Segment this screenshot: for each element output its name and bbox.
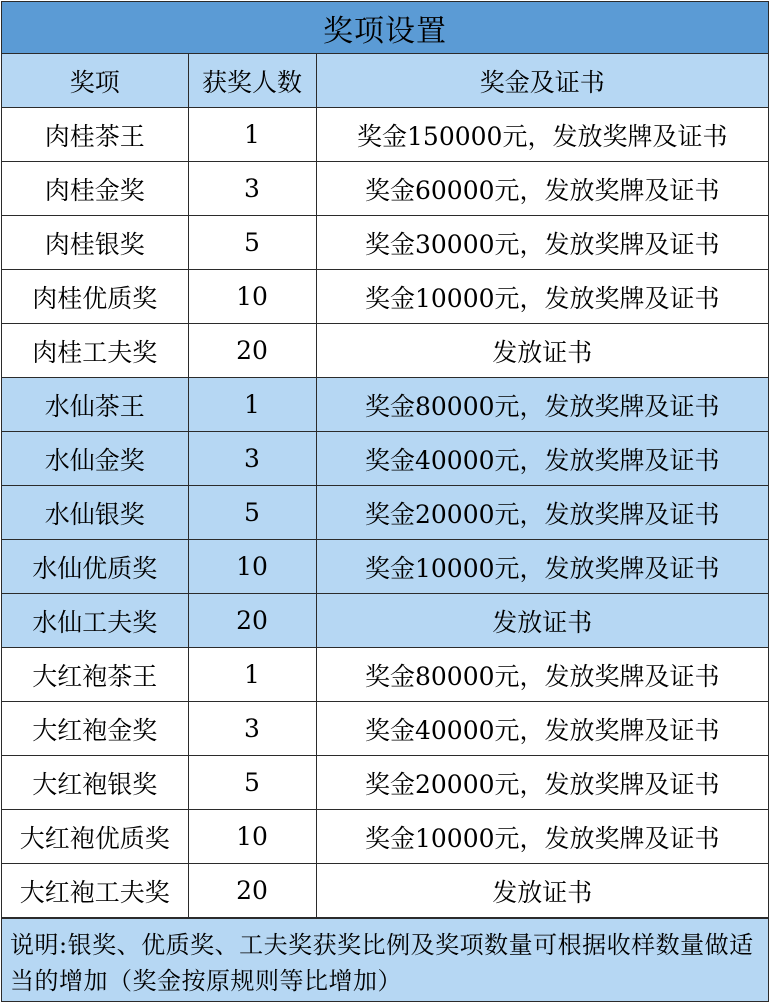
count-cell: 5 — [188, 486, 316, 540]
count-cell: 3 — [188, 432, 316, 486]
count-cell: 10 — [188, 540, 316, 594]
table-row — [2, 324, 768, 378]
table-row — [2, 648, 768, 702]
count-cell: 10 — [188, 270, 316, 324]
header-award: 奖项 — [2, 54, 188, 108]
prize-cell: 奖金80000元，发放奖牌及证书 — [316, 378, 768, 432]
sheet-title: 奖项设置 — [2, 2, 768, 54]
award-cell: 大红袍金奖 — [2, 702, 188, 756]
table-row — [2, 810, 768, 864]
table-row — [2, 540, 768, 594]
prize-cell: 发放证书 — [316, 864, 768, 918]
count-cell: 10 — [188, 810, 316, 864]
award-cell: 肉桂优质奖 — [2, 270, 188, 324]
table-row — [2, 108, 768, 162]
count-cell: 5 — [188, 756, 316, 810]
prize-cell: 奖金40000元，发放奖牌及证书 — [316, 702, 768, 756]
table-row — [2, 702, 768, 756]
award-cell: 大红袍工夫奖 — [2, 864, 188, 918]
table-row — [2, 486, 768, 540]
prize-cell: 奖金20000元，发放奖牌及证书 — [316, 756, 768, 810]
count-cell: 5 — [188, 216, 316, 270]
prize-cell: 奖金80000元，发放奖牌及证书 — [316, 648, 768, 702]
table-row — [2, 594, 768, 648]
count-cell: 20 — [188, 594, 316, 648]
table-row — [2, 378, 768, 432]
award-cell: 水仙金奖 — [2, 432, 188, 486]
award-cell: 肉桂茶王 — [2, 108, 188, 162]
award-cell: 肉桂金奖 — [2, 162, 188, 216]
count-cell: 3 — [188, 162, 316, 216]
award-cell: 水仙茶王 — [2, 378, 188, 432]
note-text: 说明:银奖、优质奖、工夫奖获奖比例及奖项数量可根据收样数量做适当的增加（奖金按原规则等比增加） — [2, 918, 768, 1001]
table-row — [2, 270, 768, 324]
header-count: 获奖人数 — [188, 54, 316, 108]
award-settings-sheet — [1, 1, 769, 1002]
prize-cell: 奖金20000元，发放奖牌及证书 — [316, 486, 768, 540]
prize-cell: 奖金10000元，发放奖牌及证书 — [316, 540, 768, 594]
header-prize: 奖金及证书 — [316, 54, 768, 108]
award-cell: 水仙银奖 — [2, 486, 188, 540]
award-cell: 大红袍茶王 — [2, 648, 188, 702]
prize-cell: 发放证书 — [316, 594, 768, 648]
prize-cell: 奖金60000元，发放奖牌及证书 — [316, 162, 768, 216]
header-row — [2, 54, 768, 108]
count-cell: 3 — [188, 702, 316, 756]
prize-cell: 奖金10000元，发放奖牌及证书 — [316, 270, 768, 324]
table-row — [2, 216, 768, 270]
award-table — [2, 54, 768, 918]
count-cell: 1 — [188, 378, 316, 432]
award-cell: 水仙工夫奖 — [2, 594, 188, 648]
award-cell: 肉桂银奖 — [2, 216, 188, 270]
table-body — [2, 108, 768, 918]
count-cell: 20 — [188, 324, 316, 378]
count-cell: 1 — [188, 648, 316, 702]
prize-cell: 奖金40000元，发放奖牌及证书 — [316, 432, 768, 486]
award-cell: 大红袍银奖 — [2, 756, 188, 810]
count-cell: 1 — [188, 108, 316, 162]
table-row — [2, 162, 768, 216]
table-row — [2, 864, 768, 918]
prize-cell: 奖金150000元，发放奖牌及证书 — [316, 108, 768, 162]
table-row — [2, 756, 768, 810]
award-cell: 肉桂工夫奖 — [2, 324, 188, 378]
award-cell: 水仙优质奖 — [2, 540, 188, 594]
count-cell: 20 — [188, 864, 316, 918]
award-cell: 大红袍优质奖 — [2, 810, 188, 864]
prize-cell: 发放证书 — [316, 324, 768, 378]
table-row — [2, 432, 768, 486]
prize-cell: 奖金10000元，发放奖牌及证书 — [316, 810, 768, 864]
prize-cell: 奖金30000元，发放奖牌及证书 — [316, 216, 768, 270]
